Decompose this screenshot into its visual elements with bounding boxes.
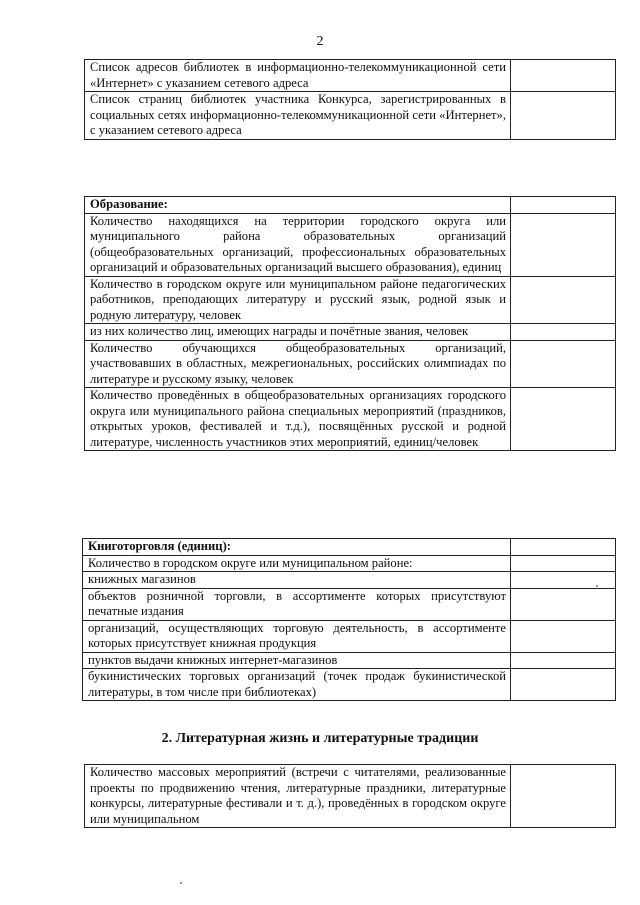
- table-row: [85, 388, 616, 451]
- table-header-row: [83, 539, 616, 556]
- table-row: [85, 324, 616, 341]
- table-cell-value[interactable]: [511, 669, 616, 701]
- education-header: Образование:: [85, 197, 511, 214]
- table-cell-value[interactable]: [511, 555, 616, 572]
- book-trade-table: [82, 538, 616, 701]
- table-cell-value[interactable]: [511, 60, 616, 92]
- table-row: [85, 213, 616, 276]
- table-cell-text: Количество находящихся на территории городского округа или муниципального района образовательных организаций (общеобразовательных организаций, профессиональных образовательных организаций и образовательных организаций высшего образования), единиц: [85, 213, 511, 276]
- scan-speck: [596, 585, 598, 587]
- table-cell-value[interactable]: [511, 324, 616, 341]
- table-cell-value[interactable]: [511, 588, 616, 620]
- table-cell-text: Количество проведённых в общеобразовательных организациях городского округа или муниципального района специальных мероприятий (праздников, открытых уроков, фестивалей и т.д.), посвящённых русской и родной литературе, численность участников этих мероприятий, единиц/человек: [85, 388, 511, 451]
- table-cell-value[interactable]: [511, 197, 616, 214]
- table-cell-text: объектов розничной торговли, в ассортименте которых присутствуют печатные издания: [83, 588, 511, 620]
- table-row: [83, 572, 616, 589]
- table-cell-text: книжных магазинов: [83, 572, 511, 589]
- table-row: [85, 92, 616, 140]
- book-trade-header: Книготорговля (единиц):: [83, 539, 511, 556]
- table-row: [83, 652, 616, 669]
- table-row: [83, 588, 616, 620]
- table-cell-value[interactable]: [511, 539, 616, 556]
- table-cell-text: пунктов выдачи книжных интернет-магазинов: [83, 652, 511, 669]
- table-cell-text: букинистических торговых организаций (точек продаж букинистической литературы, в том числе при библиотеках): [83, 669, 511, 701]
- table-cell-text: Количество массовых мероприятий (встречи с читателями, реализованные проекты по продвижению чтения, литературные праздники, литературные конкурсы, литературные фестивали и т. д.), проведённых в городском округе или муниципальном: [85, 765, 511, 828]
- table-row: [85, 60, 616, 92]
- section-heading: 2. Литературная жизнь и литературные традиции: [161, 731, 479, 746]
- table-cell-value[interactable]: [511, 276, 616, 324]
- table-row: [83, 669, 616, 701]
- literary-life-table: [84, 764, 616, 828]
- table-cell-text: Количество в городском округе или муниципальном районе педагогических работников, преподающих литературу и русский язык, родной язык и родную литературу, человек: [85, 276, 511, 324]
- table-cell-text: Количество обучающихся общеобразовательных организаций, участвовавших в областных, межрегиональных, российских олимпиадах по литературе и русскому языку, человек: [85, 340, 511, 388]
- table-cell-value[interactable]: [511, 92, 616, 140]
- table-cell-text: из них количество лиц, имеющих награды и почётные звания, человек: [85, 324, 511, 341]
- table-cell-text: Список адресов библиотек в информационно-телекоммуникационной сети «Интернет» с указанием сетевого адреса: [85, 60, 511, 92]
- scan-speck: [180, 882, 182, 884]
- table-row: [85, 276, 616, 324]
- table-cell-value[interactable]: [511, 620, 616, 652]
- table-row: [83, 620, 616, 652]
- page-number: 2: [316, 34, 324, 49]
- table-cell-text: организаций, осуществляющих торговую деятельность, в ассортименте которых присутствует книжная продукция: [83, 620, 511, 652]
- table-row: [85, 340, 616, 388]
- table-cell-value[interactable]: [511, 388, 616, 451]
- table-row: [85, 765, 616, 828]
- education-table: [84, 196, 616, 451]
- library-lists-table: [84, 59, 616, 140]
- table-cell-text: Количество в городском округе или муниципальном районе:: [83, 555, 511, 572]
- table-cell-value[interactable]: [511, 765, 616, 828]
- table-header-row: [85, 197, 616, 214]
- table-cell-value[interactable]: [511, 213, 616, 276]
- table-cell-value[interactable]: [511, 340, 616, 388]
- table-cell-value[interactable]: [511, 652, 616, 669]
- table-cell-text: Список страниц библиотек участника Конкурса, зарегистрированных в социальных сетях информационно-телекоммуникационной сети «Интернет», с указанием сетевого адреса: [85, 92, 511, 140]
- table-cell-value[interactable]: [511, 572, 616, 589]
- table-row: [83, 555, 616, 572]
